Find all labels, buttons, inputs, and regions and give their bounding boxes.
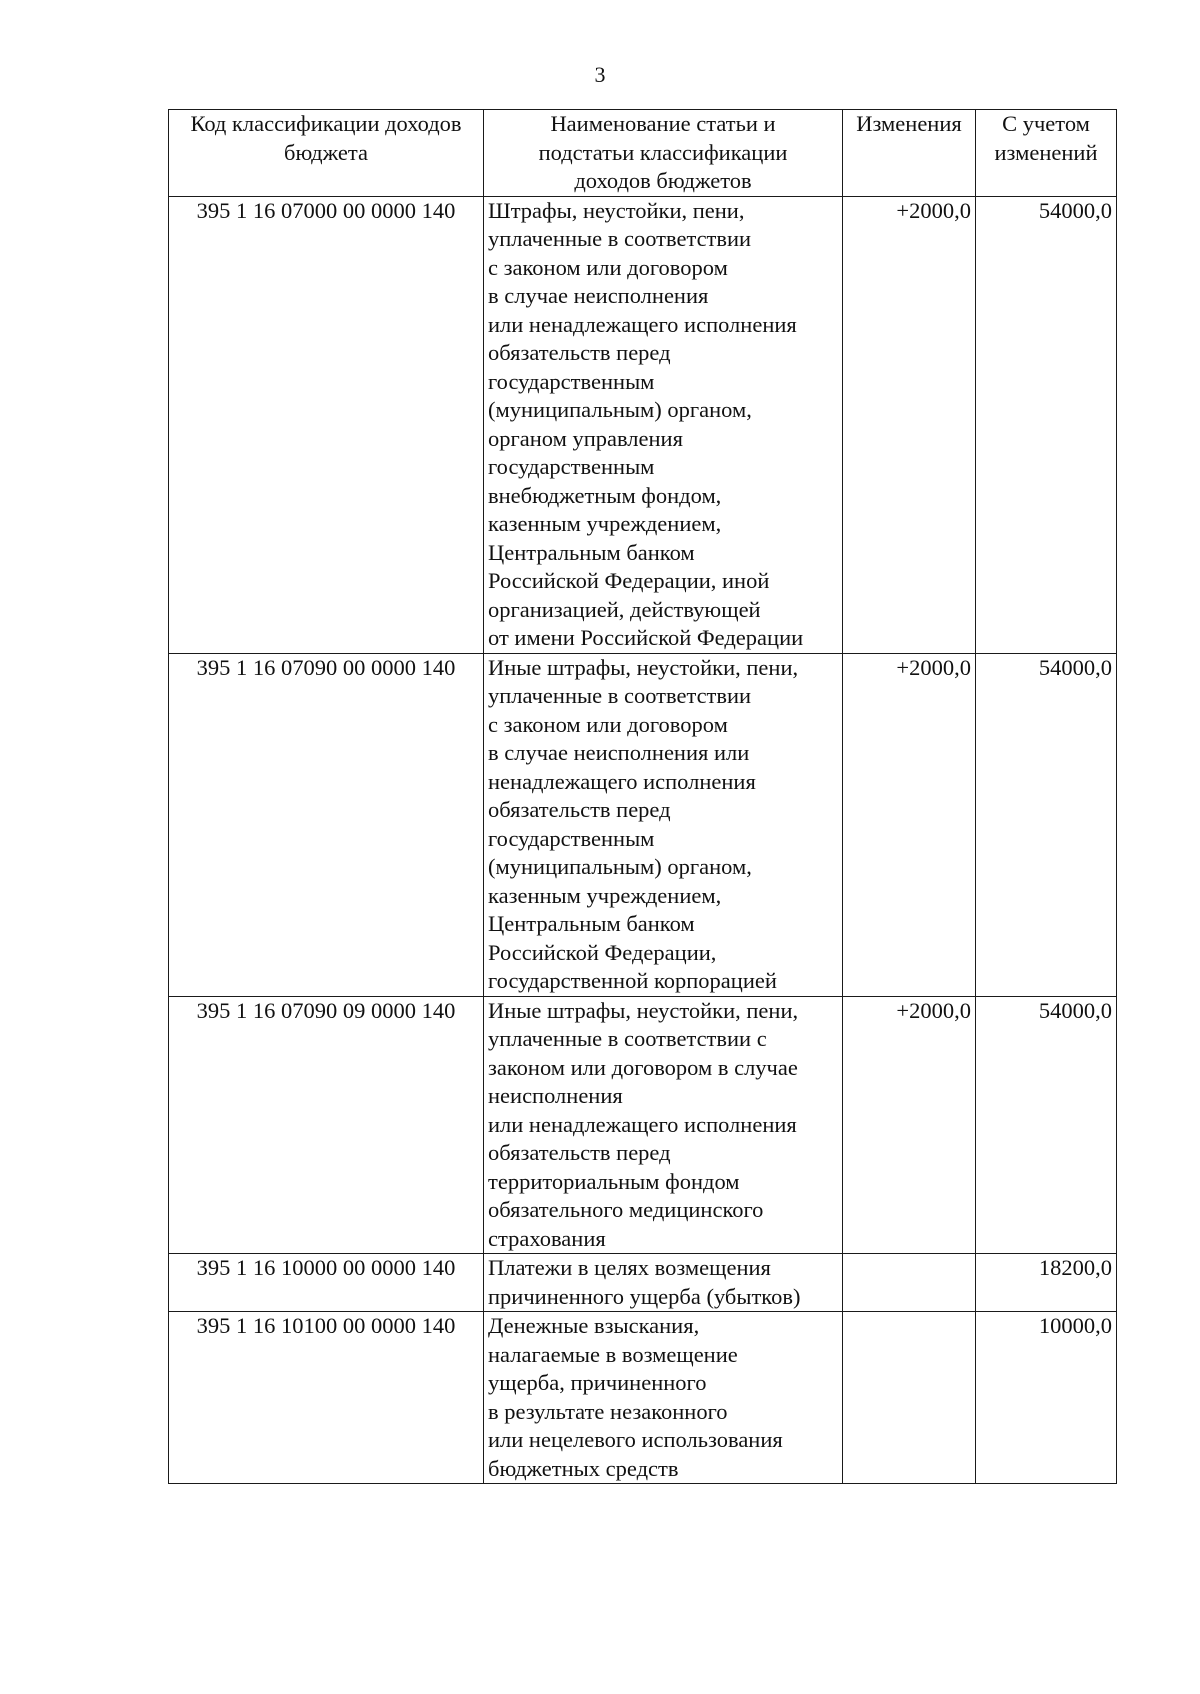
item-name-line: или нецелевого использования bbox=[488, 1427, 783, 1452]
item-name-line: Российской Федерации, bbox=[488, 939, 717, 965]
total-amount-cell: 18200,0 bbox=[976, 1254, 1117, 1312]
item-name-line: территориальным фондом bbox=[488, 1168, 740, 1194]
item-name-line: Центральным банком bbox=[488, 911, 695, 936]
classification-code-cell: 395 1 16 07090 00 0000 140 bbox=[169, 653, 484, 996]
item-name-line: государственной корпорацией bbox=[488, 968, 777, 993]
item-name-line: в результате незаконного bbox=[488, 1398, 728, 1424]
table-row bbox=[169, 1254, 1117, 1312]
item-name-line: в случае неисполнения или bbox=[488, 740, 750, 765]
header-name-line: Наименование статьи и bbox=[550, 111, 776, 136]
item-name-line: причиненного ущерба (убытков) bbox=[488, 1283, 801, 1309]
header-total-line: С учетом bbox=[1002, 111, 1090, 136]
table-row bbox=[169, 1312, 1117, 1484]
item-name-line: Штрафы, неустойки, пени, bbox=[488, 197, 745, 223]
change-amount-cell bbox=[843, 1312, 976, 1484]
item-name-line: или ненадлежащего исполнения bbox=[488, 1111, 797, 1137]
item-name-line: ненадлежащего исполнения bbox=[488, 768, 756, 794]
table-row bbox=[169, 196, 1117, 653]
total-amount-cell: 54000,0 bbox=[976, 996, 1117, 1254]
change-amount-cell bbox=[843, 1254, 976, 1312]
item-name-line: или ненадлежащего исполнения bbox=[488, 311, 797, 337]
item-name-line: с законом или договором bbox=[488, 254, 728, 280]
item-name-line: обязательств перед bbox=[488, 340, 671, 365]
table-body bbox=[169, 196, 1117, 1484]
item-name-line: законом или договором в случае bbox=[488, 1054, 798, 1080]
header-total bbox=[976, 110, 1117, 197]
item-name-line: внебюджетным фондом, bbox=[488, 482, 722, 508]
change-amount-cell: +2000,0 bbox=[843, 653, 976, 996]
item-name-line: ущерба, причиненного bbox=[488, 1370, 707, 1395]
item-name-line: уплаченные в соответствии с bbox=[488, 1026, 767, 1051]
table-row bbox=[169, 653, 1117, 996]
table-header-row bbox=[169, 110, 1117, 197]
item-name-line: бюджетных средств bbox=[488, 1455, 679, 1481]
item-name-line: от имени Российской Федерации bbox=[488, 625, 804, 650]
item-name-line: обязательств перед bbox=[488, 797, 671, 822]
header-name bbox=[484, 110, 843, 197]
item-name-cell bbox=[484, 1254, 843, 1312]
header-change-line: Изменения bbox=[856, 111, 962, 136]
header-code-line: бюджета bbox=[284, 139, 368, 165]
item-name-line: Денежные взыскания, bbox=[488, 1313, 700, 1338]
classification-code-cell: 395 1 16 10100 00 0000 140 bbox=[169, 1312, 484, 1484]
item-name-line: налагаемые в возмещение bbox=[488, 1341, 738, 1367]
item-name-line: обязательного медицинского bbox=[488, 1197, 764, 1222]
total-amount-cell: 10000,0 bbox=[976, 1312, 1117, 1484]
change-amount-cell: +2000,0 bbox=[843, 196, 976, 653]
header-code-line: Код классификации доходов bbox=[190, 111, 462, 136]
item-name-line: государственным bbox=[488, 368, 655, 394]
item-name-line: обязательств перед bbox=[488, 1140, 671, 1165]
item-name-line: уплаченные в соответствии bbox=[488, 683, 752, 708]
item-name-cell bbox=[484, 653, 843, 996]
item-name-cell bbox=[484, 196, 843, 653]
total-amount-cell: 54000,0 bbox=[976, 196, 1117, 653]
item-name-line: Платежи в целях возмещения bbox=[488, 1255, 771, 1280]
header-total-line: изменений bbox=[994, 139, 1098, 165]
item-name-line: Российской Федерации, иной bbox=[488, 568, 770, 593]
item-name-line: организацией, действующей bbox=[488, 596, 761, 622]
item-name-line: Иные штрафы, неустойки, пени, bbox=[488, 997, 799, 1023]
page-number: 3 bbox=[594, 62, 606, 87]
header-change bbox=[843, 110, 976, 197]
item-name-line: государственным bbox=[488, 825, 655, 851]
item-name-line: неисполнения bbox=[488, 1083, 623, 1108]
classification-code-cell: 395 1 16 07000 00 0000 140 bbox=[169, 196, 484, 653]
item-name-line: (муниципальным) органом, bbox=[488, 854, 752, 879]
item-name-line: органом управления bbox=[488, 425, 683, 451]
header-name-line: доходов бюджетов bbox=[574, 168, 752, 193]
item-name-line: в случае неисполнения bbox=[488, 283, 709, 308]
classification-code-cell: 395 1 16 10000 00 0000 140 bbox=[169, 1254, 484, 1312]
item-name-line: казенным учреждением, bbox=[488, 882, 722, 908]
budget-revenue-table bbox=[168, 109, 1117, 1484]
item-name-line: уплаченные в соответствии bbox=[488, 226, 752, 251]
item-name-line: страхования bbox=[488, 1225, 606, 1251]
header-code bbox=[169, 110, 484, 197]
table-row bbox=[169, 996, 1117, 1254]
total-amount-cell: 54000,0 bbox=[976, 653, 1117, 996]
item-name-line: Иные штрафы, неустойки, пени, bbox=[488, 654, 799, 680]
change-amount-cell: +2000,0 bbox=[843, 996, 976, 1254]
item-name-line: (муниципальным) органом, bbox=[488, 397, 752, 422]
item-name-line: государственным bbox=[488, 454, 655, 479]
item-name-cell bbox=[484, 996, 843, 1254]
item-name-line: казенным учреждением, bbox=[488, 511, 722, 536]
classification-code-cell: 395 1 16 07090 09 0000 140 bbox=[169, 996, 484, 1254]
item-name-line: с законом или договором bbox=[488, 711, 728, 737]
item-name-cell bbox=[484, 1312, 843, 1484]
header-name-line: подстатьи классификации bbox=[538, 139, 788, 165]
item-name-line: Центральным банком bbox=[488, 539, 695, 565]
